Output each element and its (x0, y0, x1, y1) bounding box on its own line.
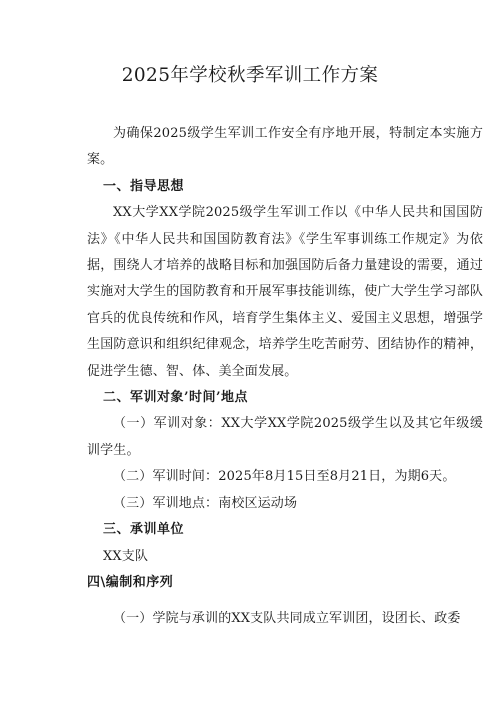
section-heading-training-unit: 三、承训单位 (103, 522, 185, 538)
guiding-ideology-paragraph: XX大学XX学院2025级学生军训工作以《中华人民共和国国防法》《中华人民共和国国防教育法》《学生军事训练工作规定》为依据，围绕人才培养的战略目标和加强国防后备力量建设的需要，通过实施对大学生的国防教育和开展军事技能训练，使广大学生学习部队官兵的优良传统和作风，培育学生集体主义、爱国主义思想，增强学生国防意识和组织纪律观念，培养学生吃苦耐劳、团结协作的精神，促进学生德、智、体、美全面发展。 (87, 205, 483, 379)
intro-paragraph: 为确保2025级学生军训工作安全有序地开展，特制定本实施方案。 (87, 126, 483, 168)
training-place-paragraph: （三）军训地点：南校区运动场 (113, 495, 298, 511)
section-heading-organization: 四\编制和序列 (87, 574, 174, 590)
training-unit-paragraph: XX支队 (103, 548, 149, 564)
document-title: 2025年学校秋季军训工作方案 (121, 65, 379, 86)
training-target-paragraph: （一）军训对象：XX大学XX学院2025级学生以及其它年级缓训学生。 (87, 416, 483, 458)
training-time-paragraph: （二）军训时间：2025年8月15日至8月21日，为期6天。 (113, 469, 456, 485)
section-heading-guiding-ideology: 一、指导思想 (103, 178, 185, 194)
document-body (87, 121, 483, 633)
section-heading-target-time-place: 二、军训对象’时间’地点 (103, 390, 249, 406)
organization-paragraph: （一）学院与承训的XX支队共同成立军训团，设团长、政委 (113, 611, 461, 627)
